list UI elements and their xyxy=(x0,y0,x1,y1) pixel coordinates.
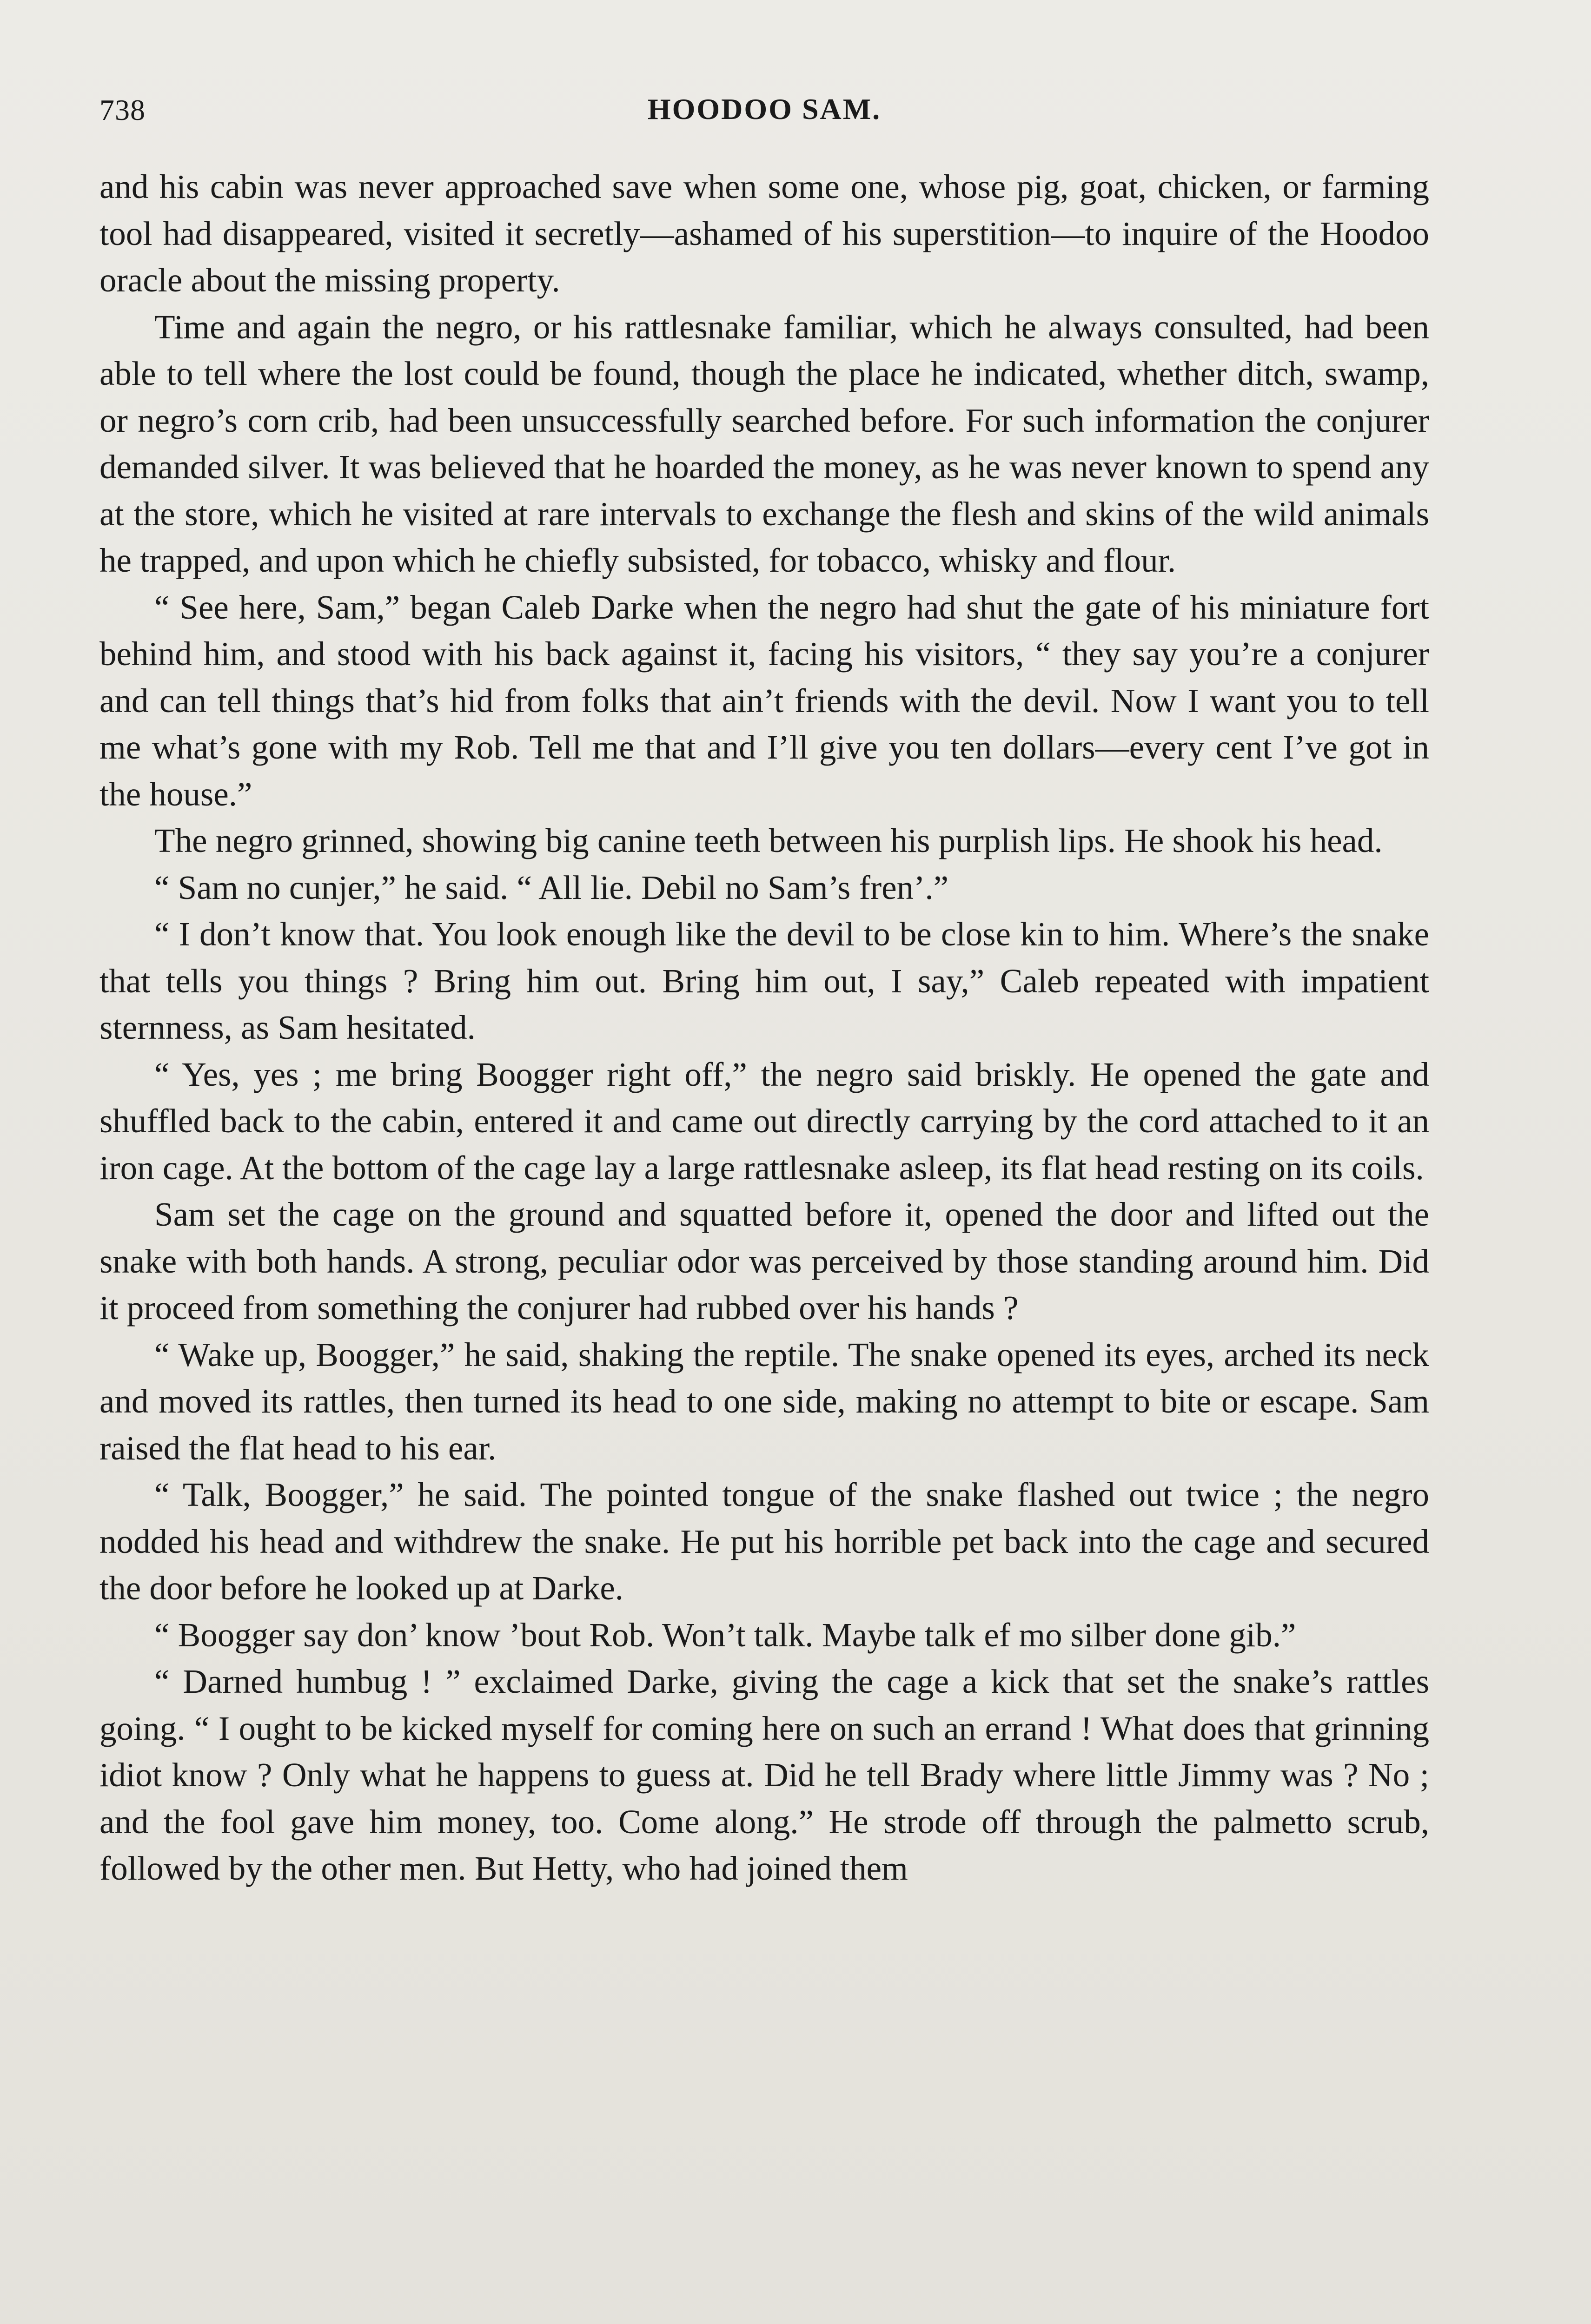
page-number: 738 xyxy=(99,93,146,126)
page-header xyxy=(99,84,1429,135)
running-head: HOODOO SAM. xyxy=(647,92,882,125)
paragraph: “ Sam no cunjer,” he said. “ All lie. Debil no Sam’s fren’.” xyxy=(154,868,949,906)
paragraph: “ Boogger say don’ know ’bout Rob. Won’t talk. Maybe talk ef mo silber done gib.” xyxy=(154,1616,1296,1654)
paragraph: The negro grinned, showing big canine teeth between his purplish lips. He shook his head. xyxy=(154,822,1383,859)
paragraph: “ Darned humbug ! ” exclaimed Darke, giving the cage a kick that set the snake’s rattles going. “ I ought to be kicked myself for coming here on such an errand ! What does that grinning idiot know ? Only what he happens to guess at. Did he tell Brady where little Jimmy was ? No ; and the fool gave him money, too. Come along.” He strode off through the palmetto scrub, followed by the other men. But Hetty, who had joined them xyxy=(99,1663,1429,1887)
paragraph: and his cabin was never approached save when some one, whose pig, goat, chicken, or farming tool had disappeared, visited it secretly—ashamed of his superstition—to inquire of the Hoodoo oracle about the missing property. xyxy=(99,168,1429,299)
paragraph: “ Talk, Boogger,” he said. The pointed tongue of the snake flashed out twice ; the negro nodded his head and withdrew the snake. He put his horrible pet back into the cage and secured the door before he looked up at Darke. xyxy=(99,1476,1429,1607)
paragraph: Sam set the cage on the ground and squatted before it, opened the door and lifted out the snake with both hands. A strong, peculiar odor was perceived by those standing around him. Did it proceed from something the conjurer had rubbed over his hands ? xyxy=(99,1195,1429,1327)
paragraph: “ Yes, yes ; me bring Boogger right off,” the negro said briskly. He opened the gate and shuffled back to the cabin, entered it and came out directly carrying by the cord attached to it an iron cage. At the bottom of the cage lay a large rattlesnake asleep, its flat head resting on its coils. xyxy=(99,1055,1429,1187)
paragraph: “ Wake up, Boogger,” he said, shaking the reptile. The snake opened its eyes, arched its neck and moved its rattles, then turned its head to one side, making no attempt to bite or escape. Sam raised the flat head to his ear. xyxy=(99,1335,1429,1467)
body-text xyxy=(99,164,1429,1892)
paragraph: “ I don’t know that. You look enough like the devil to be close kin to him. Where’s the snake that tells you things ? Bring him out. Bring him out, I say,” Caleb repeated with impatient sternness, as Sam hesitated. xyxy=(99,915,1429,1046)
paragraph: “ See here, Sam,” began Caleb Darke when the negro had shut the gate of his miniature fort behind him, and stood with his back against it, facing his visitors, “ they say you’re a conjurer and can tell things that’s hid from folks that ain’t friends with the devil. Now I want you to tell me what’s gone with my Rob. Tell me that and I’ll give you ten dollars—every cent I’ve got in the house.” xyxy=(99,588,1429,813)
paragraph: Time and again the negro, or his rattlesnake familiar, which he always consulted, had been able to tell where the lost could be found, though the place he indicated, whether ditch, swamp, or negro’s corn crib, had been unsuccessfully searched before. For such information the conjurer demanded silver. It was believed that he hoarded the money, as he was never known to spend any at the store, which he visited at rare intervals to exchange the flesh and skins of the wild animals he trapped, and upon which he chiefly subsisted, for tobacco, whisky and flour. xyxy=(99,308,1429,579)
